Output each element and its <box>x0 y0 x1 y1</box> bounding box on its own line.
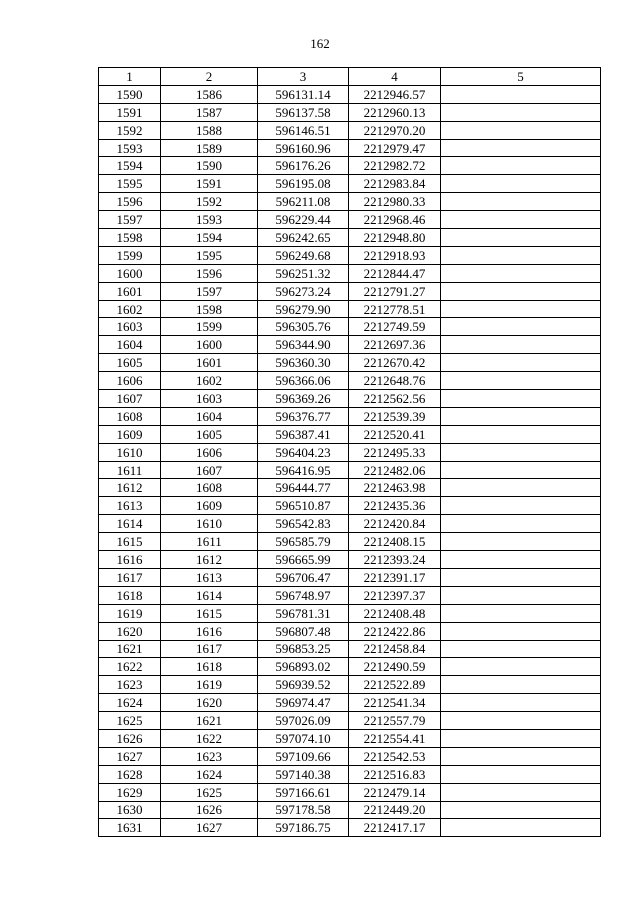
index-cell: 1612 <box>161 551 258 569</box>
x-coordinate-cell: 596344.90 <box>258 336 349 354</box>
y-coordinate-cell: 2212982.72 <box>349 157 441 175</box>
table-row <box>99 300 601 318</box>
note-cell <box>441 604 601 622</box>
table-row <box>99 354 601 372</box>
x-coordinate-cell: 596146.51 <box>258 121 349 139</box>
y-coordinate-cell: 2212670.42 <box>349 354 441 372</box>
index-cell: 1600 <box>161 336 258 354</box>
column-header-1: 1 <box>99 68 161 86</box>
index-cell: 1588 <box>161 121 258 139</box>
note-cell <box>441 407 601 425</box>
index-cell: 1587 <box>161 103 258 121</box>
index-cell: 1601 <box>161 354 258 372</box>
index-cell: 1607 <box>161 461 258 479</box>
x-coordinate-cell: 597109.66 <box>258 747 349 765</box>
point-number-cell: 1630 <box>99 801 161 819</box>
point-number-cell: 1604 <box>99 336 161 354</box>
table-row <box>99 801 601 819</box>
note-cell <box>441 676 601 694</box>
table-row <box>99 425 601 443</box>
note-cell <box>441 139 601 157</box>
note-cell <box>441 211 601 229</box>
x-coordinate-cell: 597026.09 <box>258 712 349 730</box>
point-number-cell: 1594 <box>99 157 161 175</box>
x-coordinate-cell: 596807.48 <box>258 622 349 640</box>
x-coordinate-cell: 596279.90 <box>258 300 349 318</box>
y-coordinate-cell: 2212778.51 <box>349 300 441 318</box>
y-coordinate-cell: 2212983.84 <box>349 175 441 193</box>
point-number-cell: 1598 <box>99 229 161 247</box>
table-row <box>99 85 601 103</box>
note-cell <box>441 658 601 676</box>
index-cell: 1586 <box>161 85 258 103</box>
index-cell: 1611 <box>161 533 258 551</box>
index-cell: 1597 <box>161 282 258 300</box>
index-cell: 1603 <box>161 390 258 408</box>
table-row <box>99 551 601 569</box>
index-cell: 1592 <box>161 193 258 211</box>
x-coordinate-cell: 596939.52 <box>258 676 349 694</box>
note-cell <box>441 264 601 282</box>
table-row <box>99 622 601 640</box>
x-coordinate-cell: 597166.61 <box>258 783 349 801</box>
y-coordinate-cell: 2212522.89 <box>349 676 441 694</box>
y-coordinate-cell: 2212979.47 <box>349 139 441 157</box>
y-coordinate-cell: 2212557.79 <box>349 712 441 730</box>
index-cell: 1613 <box>161 568 258 586</box>
note-cell <box>441 157 601 175</box>
y-coordinate-cell: 2212458.84 <box>349 640 441 658</box>
index-cell: 1591 <box>161 175 258 193</box>
coordinates-table <box>98 67 601 837</box>
point-number-cell: 1626 <box>99 729 161 747</box>
point-number-cell: 1600 <box>99 264 161 282</box>
note-cell <box>441 372 601 390</box>
table-row <box>99 676 601 694</box>
table-header-row <box>99 68 601 86</box>
x-coordinate-cell: 596542.83 <box>258 515 349 533</box>
point-number-cell: 1595 <box>99 175 161 193</box>
table-row <box>99 157 601 175</box>
y-coordinate-cell: 2212960.13 <box>349 103 441 121</box>
point-number-cell: 1612 <box>99 479 161 497</box>
note-cell <box>441 443 601 461</box>
y-coordinate-cell: 2212542.53 <box>349 747 441 765</box>
note-cell <box>441 121 601 139</box>
note-cell <box>441 801 601 819</box>
index-cell: 1622 <box>161 729 258 747</box>
x-coordinate-cell: 596404.23 <box>258 443 349 461</box>
index-cell: 1615 <box>161 604 258 622</box>
x-coordinate-cell: 596211.08 <box>258 193 349 211</box>
x-coordinate-cell: 596444.77 <box>258 479 349 497</box>
x-coordinate-cell: 597186.75 <box>258 819 349 837</box>
point-number-cell: 1607 <box>99 390 161 408</box>
table-row <box>99 586 601 604</box>
page-number: 162 <box>310 36 330 51</box>
y-coordinate-cell: 2212495.33 <box>349 443 441 461</box>
column-header-5: 5 <box>441 68 601 86</box>
point-number-cell: 1615 <box>99 533 161 551</box>
x-coordinate-cell: 596305.76 <box>258 318 349 336</box>
y-coordinate-cell: 2212417.17 <box>349 819 441 837</box>
x-coordinate-cell: 596160.96 <box>258 139 349 157</box>
y-coordinate-cell: 2212749.59 <box>349 318 441 336</box>
point-number-cell: 1593 <box>99 139 161 157</box>
note-cell <box>441 729 601 747</box>
x-coordinate-cell: 597178.58 <box>258 801 349 819</box>
x-coordinate-cell: 596706.47 <box>258 568 349 586</box>
x-coordinate-cell: 596360.30 <box>258 354 349 372</box>
table-row <box>99 568 601 586</box>
x-coordinate-cell: 596249.68 <box>258 246 349 264</box>
point-number-cell: 1606 <box>99 372 161 390</box>
note-cell <box>441 479 601 497</box>
index-cell: 1604 <box>161 407 258 425</box>
point-number-cell: 1602 <box>99 300 161 318</box>
point-number-cell: 1628 <box>99 765 161 783</box>
x-coordinate-cell: 596366.06 <box>258 372 349 390</box>
x-coordinate-cell: 596748.97 <box>258 586 349 604</box>
note-cell <box>441 336 601 354</box>
note-cell <box>441 765 601 783</box>
y-coordinate-cell: 2212946.57 <box>349 85 441 103</box>
point-number-cell: 1590 <box>99 85 161 103</box>
note-cell <box>441 568 601 586</box>
column-header-4: 4 <box>349 68 441 86</box>
y-coordinate-cell: 2212844.47 <box>349 264 441 282</box>
point-number-cell: 1622 <box>99 658 161 676</box>
y-coordinate-cell: 2212397.37 <box>349 586 441 604</box>
index-cell: 1621 <box>161 712 258 730</box>
point-number-cell: 1605 <box>99 354 161 372</box>
x-coordinate-cell: 597140.38 <box>258 765 349 783</box>
point-number-cell: 1617 <box>99 568 161 586</box>
index-cell: 1616 <box>161 622 258 640</box>
point-number-cell: 1601 <box>99 282 161 300</box>
note-cell <box>441 229 601 247</box>
table-row <box>99 515 601 533</box>
index-cell: 1596 <box>161 264 258 282</box>
note-cell <box>441 640 601 658</box>
note-cell <box>441 390 601 408</box>
table-row <box>99 103 601 121</box>
table-row <box>99 747 601 765</box>
table-row <box>99 193 601 211</box>
index-cell: 1595 <box>161 246 258 264</box>
y-coordinate-cell: 2212479.14 <box>349 783 441 801</box>
y-coordinate-cell: 2212554.41 <box>349 729 441 747</box>
note-cell <box>441 175 601 193</box>
index-cell: 1590 <box>161 157 258 175</box>
table-row <box>99 640 601 658</box>
index-cell: 1618 <box>161 658 258 676</box>
y-coordinate-cell: 2212490.59 <box>349 658 441 676</box>
x-coordinate-cell: 596229.44 <box>258 211 349 229</box>
note-cell <box>441 85 601 103</box>
x-coordinate-cell: 596369.26 <box>258 390 349 408</box>
table-row <box>99 533 601 551</box>
y-coordinate-cell: 2212422.86 <box>349 622 441 640</box>
point-number-cell: 1624 <box>99 694 161 712</box>
table-row <box>99 121 601 139</box>
x-coordinate-cell: 596195.08 <box>258 175 349 193</box>
point-number-cell: 1619 <box>99 604 161 622</box>
index-cell: 1626 <box>161 801 258 819</box>
table-row <box>99 658 601 676</box>
point-number-cell: 1627 <box>99 747 161 765</box>
point-number-cell: 1631 <box>99 819 161 837</box>
x-coordinate-cell: 596510.87 <box>258 497 349 515</box>
y-coordinate-cell: 2212393.24 <box>349 551 441 569</box>
note-cell <box>441 712 601 730</box>
y-coordinate-cell: 2212482.06 <box>349 461 441 479</box>
point-number-cell: 1599 <box>99 246 161 264</box>
y-coordinate-cell: 2212970.20 <box>349 121 441 139</box>
table-row <box>99 729 601 747</box>
point-number-cell: 1603 <box>99 318 161 336</box>
y-coordinate-cell: 2212520.41 <box>349 425 441 443</box>
index-cell: 1598 <box>161 300 258 318</box>
note-cell <box>441 783 601 801</box>
y-coordinate-cell: 2212408.48 <box>349 604 441 622</box>
index-cell: 1620 <box>161 694 258 712</box>
table-row <box>99 264 601 282</box>
y-coordinate-cell: 2212391.17 <box>349 568 441 586</box>
y-coordinate-cell: 2212463.98 <box>349 479 441 497</box>
point-number-cell: 1609 <box>99 425 161 443</box>
table-row <box>99 443 601 461</box>
index-cell: 1617 <box>161 640 258 658</box>
column-header-2: 2 <box>161 68 258 86</box>
point-number-cell: 1611 <box>99 461 161 479</box>
x-coordinate-cell: 596176.26 <box>258 157 349 175</box>
index-cell: 1606 <box>161 443 258 461</box>
x-coordinate-cell: 596893.02 <box>258 658 349 676</box>
table-row <box>99 175 601 193</box>
index-cell: 1619 <box>161 676 258 694</box>
x-coordinate-cell: 596416.95 <box>258 461 349 479</box>
table-row <box>99 461 601 479</box>
table-row <box>99 318 601 336</box>
y-coordinate-cell: 2212516.83 <box>349 765 441 783</box>
note-cell <box>441 425 601 443</box>
y-coordinate-cell: 2212435.36 <box>349 497 441 515</box>
note-cell <box>441 586 601 604</box>
y-coordinate-cell: 2212918.93 <box>349 246 441 264</box>
note-cell <box>441 461 601 479</box>
table-row <box>99 783 601 801</box>
note-cell <box>441 282 601 300</box>
table-row <box>99 694 601 712</box>
table-row <box>99 229 601 247</box>
y-coordinate-cell: 2212968.46 <box>349 211 441 229</box>
index-cell: 1623 <box>161 747 258 765</box>
y-coordinate-cell: 2212562.56 <box>349 390 441 408</box>
point-number-cell: 1621 <box>99 640 161 658</box>
note-cell <box>441 819 601 837</box>
x-coordinate-cell: 596585.79 <box>258 533 349 551</box>
note-cell <box>441 246 601 264</box>
y-coordinate-cell: 2212791.27 <box>349 282 441 300</box>
point-number-cell: 1610 <box>99 443 161 461</box>
index-cell: 1608 <box>161 479 258 497</box>
note-cell <box>441 300 601 318</box>
index-cell: 1627 <box>161 819 258 837</box>
column-header-3: 3 <box>258 68 349 86</box>
x-coordinate-cell: 596251.32 <box>258 264 349 282</box>
table-row <box>99 282 601 300</box>
table-row <box>99 712 601 730</box>
x-coordinate-cell: 596273.24 <box>258 282 349 300</box>
index-cell: 1593 <box>161 211 258 229</box>
point-number-cell: 1620 <box>99 622 161 640</box>
point-number-cell: 1591 <box>99 103 161 121</box>
y-coordinate-cell: 2212420.84 <box>349 515 441 533</box>
point-number-cell: 1616 <box>99 551 161 569</box>
note-cell <box>441 515 601 533</box>
index-cell: 1589 <box>161 139 258 157</box>
table-row <box>99 407 601 425</box>
table-row <box>99 211 601 229</box>
index-cell: 1625 <box>161 783 258 801</box>
point-number-cell: 1596 <box>99 193 161 211</box>
index-cell: 1609 <box>161 497 258 515</box>
point-number-cell: 1623 <box>99 676 161 694</box>
x-coordinate-cell: 596137.58 <box>258 103 349 121</box>
note-cell <box>441 551 601 569</box>
x-coordinate-cell: 596974.47 <box>258 694 349 712</box>
x-coordinate-cell: 596387.41 <box>258 425 349 443</box>
point-number-cell: 1614 <box>99 515 161 533</box>
x-coordinate-cell: 596853.25 <box>258 640 349 658</box>
point-number-cell: 1597 <box>99 211 161 229</box>
y-coordinate-cell: 2212697.36 <box>349 336 441 354</box>
point-number-cell: 1613 <box>99 497 161 515</box>
x-coordinate-cell: 596131.14 <box>258 85 349 103</box>
y-coordinate-cell: 2212980.33 <box>349 193 441 211</box>
note-cell <box>441 318 601 336</box>
table-row <box>99 497 601 515</box>
table-row <box>99 336 601 354</box>
note-cell <box>441 354 601 372</box>
index-cell: 1614 <box>161 586 258 604</box>
y-coordinate-cell: 2212408.15 <box>349 533 441 551</box>
y-coordinate-cell: 2212449.20 <box>349 801 441 819</box>
index-cell: 1624 <box>161 765 258 783</box>
point-number-cell: 1592 <box>99 121 161 139</box>
index-cell: 1610 <box>161 515 258 533</box>
note-cell <box>441 193 601 211</box>
table-row <box>99 372 601 390</box>
x-coordinate-cell: 597074.10 <box>258 729 349 747</box>
x-coordinate-cell: 596242.65 <box>258 229 349 247</box>
table-row <box>99 819 601 837</box>
index-cell: 1602 <box>161 372 258 390</box>
table-row <box>99 765 601 783</box>
point-number-cell: 1618 <box>99 586 161 604</box>
x-coordinate-cell: 596781.31 <box>258 604 349 622</box>
y-coordinate-cell: 2212539.39 <box>349 407 441 425</box>
table-row <box>99 390 601 408</box>
note-cell <box>441 103 601 121</box>
table-row <box>99 246 601 264</box>
point-number-cell: 1625 <box>99 712 161 730</box>
table-row <box>99 604 601 622</box>
x-coordinate-cell: 596665.99 <box>258 551 349 569</box>
table-row <box>99 479 601 497</box>
point-number-cell: 1608 <box>99 407 161 425</box>
y-coordinate-cell: 2212948.80 <box>349 229 441 247</box>
y-coordinate-cell: 2212648.76 <box>349 372 441 390</box>
note-cell <box>441 694 601 712</box>
note-cell <box>441 497 601 515</box>
table-row <box>99 139 601 157</box>
note-cell <box>441 533 601 551</box>
y-coordinate-cell: 2212541.34 <box>349 694 441 712</box>
index-cell: 1594 <box>161 229 258 247</box>
point-number-cell: 1629 <box>99 783 161 801</box>
table-body <box>99 85 601 836</box>
note-cell <box>441 747 601 765</box>
index-cell: 1599 <box>161 318 258 336</box>
x-coordinate-cell: 596376.77 <box>258 407 349 425</box>
index-cell: 1605 <box>161 425 258 443</box>
note-cell <box>441 622 601 640</box>
